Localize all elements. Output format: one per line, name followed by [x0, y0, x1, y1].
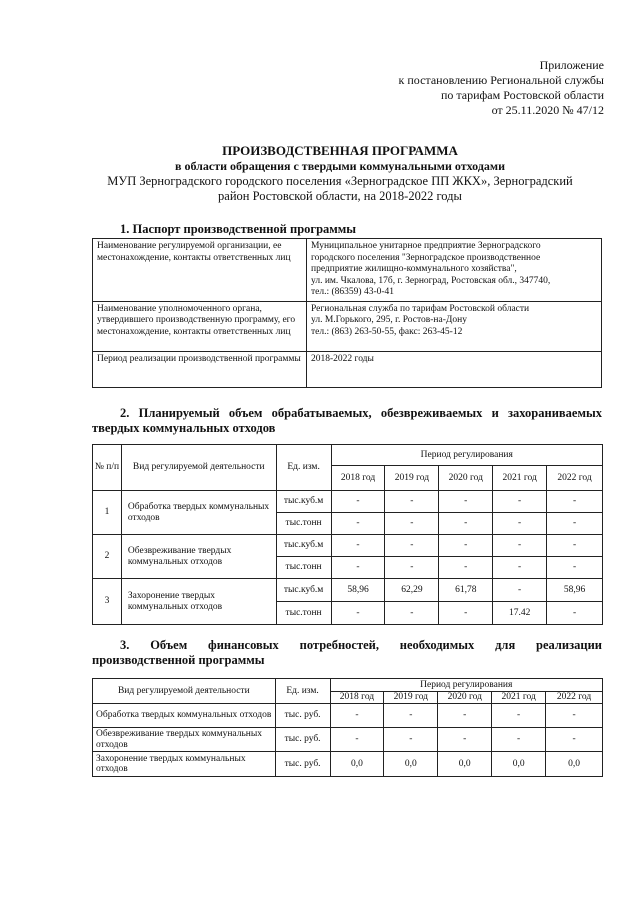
col-header-year: 2022 год	[547, 466, 603, 491]
col-header-year: 2022 год	[546, 692, 603, 704]
cell-value: -	[439, 535, 493, 557]
row-activity: Захоронение твердых коммунальных отходов	[93, 752, 276, 777]
col-header-year: 2021 год	[493, 466, 547, 491]
cell-value: -	[492, 704, 546, 728]
section2-heading-line: 2. Планируемый объем обрабатываемых, обезвреживаемых и захораниваемых	[120, 406, 602, 420]
cell-value: -	[547, 491, 603, 513]
cell-value: -	[331, 491, 385, 513]
passport-table	[92, 238, 602, 388]
cell-value: -	[330, 728, 384, 752]
cell-value: -	[384, 704, 438, 728]
row-unit: тыс. руб.	[275, 728, 330, 752]
table-row	[93, 301, 602, 351]
table-row	[93, 752, 603, 777]
cell-value: -	[547, 557, 603, 579]
cell-value: 58,96	[547, 579, 603, 602]
document-title	[60, 143, 620, 204]
passport-value-line: ул. М.Горького, 295, г. Ростов-на-Дону	[311, 315, 467, 325]
row-num: 3	[93, 579, 122, 625]
passport-value-line: Муниципальное унитарное предприятие Зерноградского	[311, 241, 541, 251]
table-row	[93, 491, 603, 513]
cell-value: -	[331, 535, 385, 557]
title-org-line: МУП Зерноградского городского поселения «Зерноградское ПП ЖКХ», Зерноградский	[107, 174, 573, 188]
appendix-header	[399, 58, 604, 118]
col-header-period: Период регулирования	[330, 679, 602, 692]
appendix-line: Приложение	[539, 58, 604, 72]
cell-value: -	[385, 557, 439, 579]
table-header-row	[93, 679, 603, 692]
passport-value-line: предприятие жилищно-коммунального хозяйства",	[311, 264, 517, 274]
row-unit: тыс.куб.м	[276, 579, 331, 602]
passport-value-line: городского поселения "Зерноградское производственное	[311, 252, 541, 263]
cell-value: -	[493, 491, 547, 513]
cell-value: -	[439, 557, 493, 579]
table-row	[93, 535, 603, 557]
cell-value: -	[493, 579, 547, 602]
cell-value: 58,96	[331, 579, 385, 602]
passport-value-line: 2018-2022 годы	[311, 353, 374, 364]
cell-value: -	[439, 602, 493, 625]
title-subtitle: в области обращения с твердыми коммунальными отходами	[174, 159, 505, 173]
col-header-activity: Вид регулируемой деятельности	[121, 445, 276, 491]
cell-value: -	[546, 728, 603, 752]
passport-label: Период реализации производственной программы	[93, 351, 307, 387]
cell-value: -	[385, 491, 439, 513]
cell-value: -	[385, 602, 439, 625]
finance-table	[92, 678, 603, 777]
row-num: 1	[93, 491, 122, 535]
cell-value: -	[439, 491, 493, 513]
cell-value: -	[438, 704, 492, 728]
cell-value: 61,78	[439, 579, 493, 602]
cell-value: -	[547, 513, 603, 535]
row-unit: тыс.тонн	[276, 513, 331, 535]
section3-heading	[92, 638, 602, 668]
section3-heading-line: производственной программы	[92, 653, 265, 667]
row-activity: Обезвреживание твердых коммунальных отходов	[121, 535, 276, 579]
table-row	[93, 579, 603, 602]
cell-value: -	[492, 728, 546, 752]
cell-value: -	[547, 602, 603, 625]
passport-value-line: тел.: (86359) 43-0-41	[311, 287, 395, 297]
appendix-date-number: от 25.11.2020 № 47/12	[491, 103, 604, 117]
cell-value: -	[385, 535, 439, 557]
passport-value-line: Региональная служба по тарифам Ростовской области	[311, 303, 530, 314]
row-unit: тыс.тонн	[276, 557, 331, 579]
col-header-year: 2019 год	[385, 466, 439, 491]
cell-value: -	[546, 704, 603, 728]
col-header-activity: Вид регулируемой деятельности	[93, 679, 276, 704]
table-row	[93, 351, 602, 387]
section1-heading: 1. Паспорт производственной программы	[120, 222, 357, 236]
cell-value: 0,0	[384, 752, 438, 777]
cell-value: 62,29	[385, 579, 439, 602]
appendix-line: к постановлению Региональной службы	[398, 73, 604, 87]
row-unit: тыс.куб.м	[276, 491, 331, 513]
row-unit: тыс.куб.м	[276, 535, 331, 557]
col-header-unit: Ед. изм.	[276, 445, 331, 491]
col-header-year: 2019 год	[384, 692, 438, 704]
passport-label: Наименование регулируемой организации, ее местонахождение, контакты ответственных лиц	[93, 239, 307, 302]
section2-heading-line: твердых коммунальных отходов	[92, 421, 276, 435]
section3-heading-line: 3. Объем финансовых потребностей, необходимых для реализации	[120, 638, 602, 652]
cell-value: -	[547, 535, 603, 557]
cell-value: -	[331, 602, 385, 625]
section2-heading	[92, 406, 602, 436]
cell-value: -	[384, 728, 438, 752]
table-row	[93, 704, 603, 728]
passport-value-line: тел.: (863) 263-50-55, факс: 263-45-12	[311, 326, 463, 337]
cell-value: 0,0	[438, 752, 492, 777]
cell-value: -	[331, 513, 385, 535]
title-main: ПРОИЗВОДСТВЕННАЯ ПРОГРАММА	[222, 143, 458, 158]
cell-value: -	[385, 513, 439, 535]
col-header-num: № п/п	[93, 445, 122, 491]
row-activity: Обезвреживание твердых коммунальных отходов	[93, 728, 276, 752]
cell-value: -	[493, 513, 547, 535]
col-header-unit: Ед. изм.	[275, 679, 330, 704]
cell-value: 0,0	[546, 752, 603, 777]
passport-label: Наименование уполномоченного органа, утвердившего производственную программу, его местонахождение, контакты ответственных лиц	[93, 301, 307, 351]
cell-value: 0,0	[330, 752, 384, 777]
row-activity: Обработка твердых коммунальных отходов	[121, 491, 276, 535]
volume-table	[92, 444, 603, 625]
col-header-year: 2020 год	[438, 692, 492, 704]
cell-value: -	[330, 704, 384, 728]
row-unit: тыс.тонн	[276, 602, 331, 625]
col-header-year: 2021 год	[492, 692, 546, 704]
col-header-year: 2020 год	[439, 466, 493, 491]
col-header-year: 2018 год	[330, 692, 384, 704]
cell-value: -	[439, 513, 493, 535]
row-unit: тыс. руб.	[275, 704, 330, 728]
row-activity: Обработка твердых коммунальных отходов	[93, 704, 276, 728]
cell-value: -	[331, 557, 385, 579]
table-row	[93, 239, 602, 302]
cell-value: 0,0	[492, 752, 546, 777]
col-header-period: Период регулирования	[331, 445, 602, 466]
passport-value	[307, 239, 602, 302]
appendix-line: по тарифам Ростовской области	[440, 88, 604, 102]
cell-value: -	[493, 535, 547, 557]
table-row	[93, 728, 603, 752]
passport-value	[307, 301, 602, 351]
row-activity: Захоронение твердых коммунальных отходов	[121, 579, 276, 625]
cell-value: -	[493, 557, 547, 579]
title-org-line: район Ростовской области, на 2018-2022 годы	[218, 189, 462, 203]
passport-value	[307, 351, 602, 387]
row-num: 2	[93, 535, 122, 579]
row-unit: тыс. руб.	[275, 752, 330, 777]
col-header-year: 2018 год	[331, 466, 385, 491]
passport-value-line: ул. им. Чкалова, 17б, г. Зерноград, Ростовская обл., 347740,	[311, 275, 551, 286]
cell-value: 17.42	[493, 602, 547, 625]
table-header-row	[93, 445, 603, 466]
cell-value: -	[438, 728, 492, 752]
